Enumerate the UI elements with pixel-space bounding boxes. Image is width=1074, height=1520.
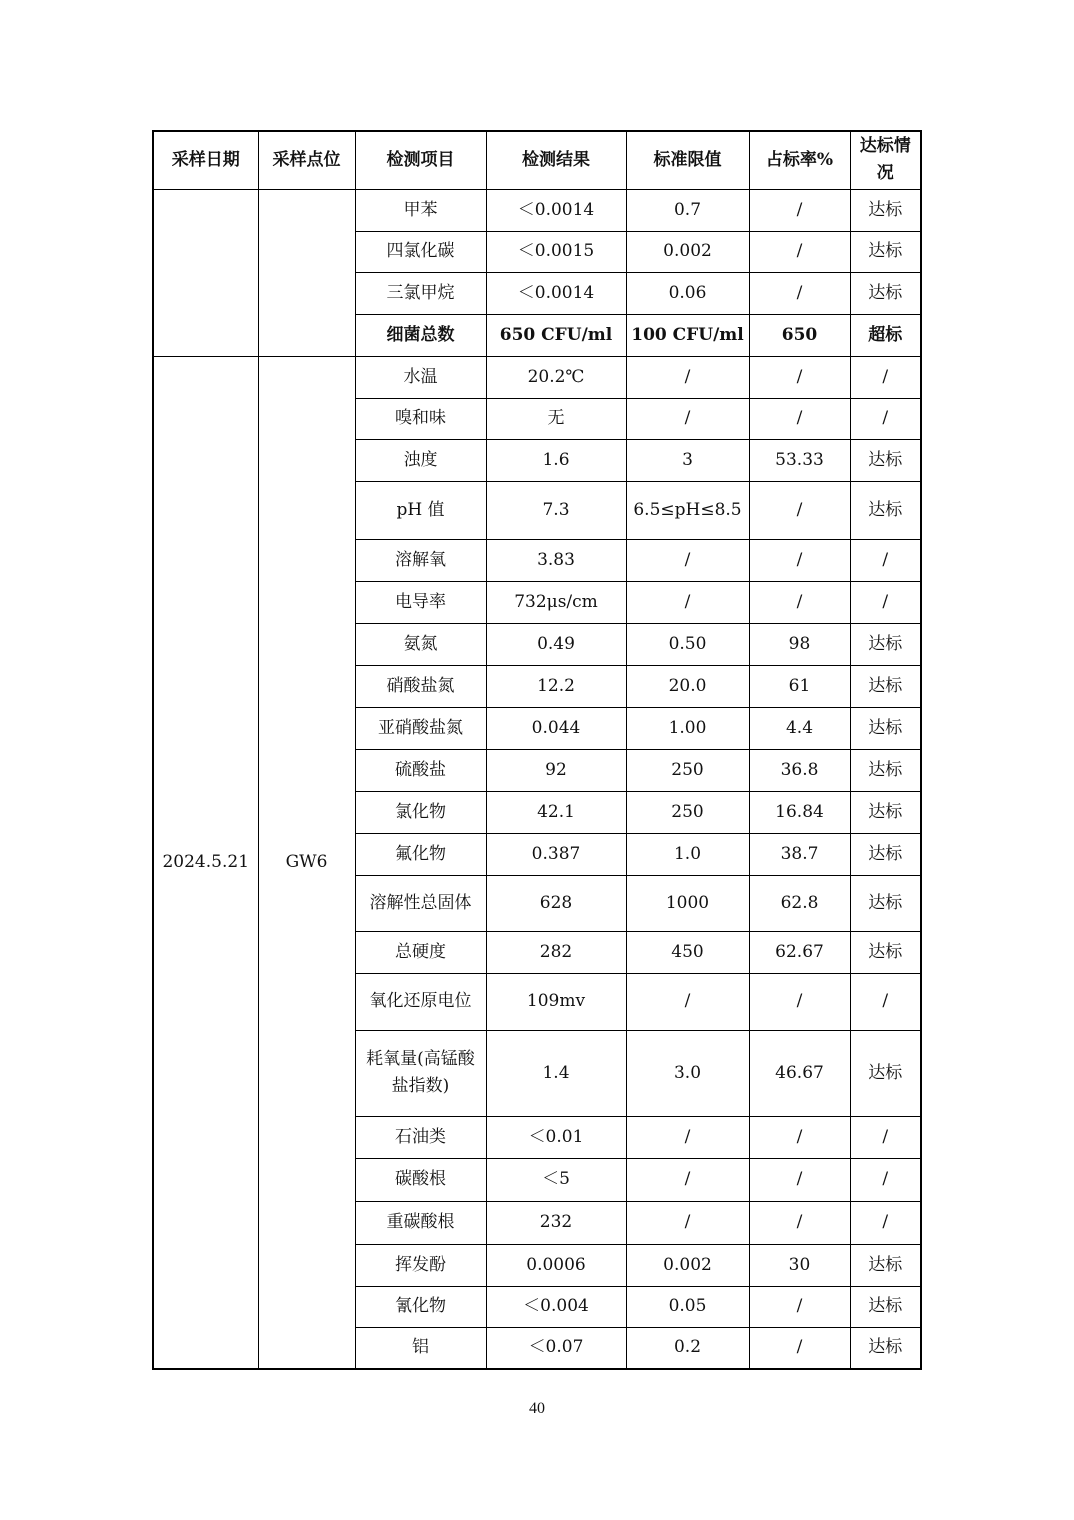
result-cell: 0.49 [486,623,626,665]
status-cell: / [850,356,921,398]
sample-date-cell [153,189,258,356]
status-cell: 达标 [850,707,921,749]
result-cell: ＜5 [486,1158,626,1201]
item-cell: 氟化物 [355,833,486,875]
limit-cell: 0.002 [626,231,749,272]
limit-cell: / [626,539,749,581]
limit-cell: 1.00 [626,707,749,749]
ratio-cell: 62.67 [749,931,850,973]
status-cell: / [850,973,921,1030]
result-cell: 109mv [486,973,626,1030]
result-cell: 12.2 [486,665,626,707]
header-item: 检测项目 [355,131,486,189]
limit-cell: 450 [626,931,749,973]
header-ratio: 占标率% [749,131,850,189]
status-cell: 达标 [850,931,921,973]
item-cell: 嗅和味 [355,398,486,439]
limit-cell: 3 [626,439,749,481]
header-site: 采样点位 [258,131,355,189]
result-cell: ＜0.01 [486,1116,626,1158]
ratio-cell: 53.33 [749,439,850,481]
result-cell: 732μs/cm [486,581,626,623]
status-cell: 达标 [850,1327,921,1369]
ratio-cell: 61 [749,665,850,707]
result-cell: 7.3 [486,481,626,539]
limit-cell: 20.0 [626,665,749,707]
item-cell: 三氯甲烷 [355,272,486,314]
item-cell: pH 值 [355,481,486,539]
limit-cell: / [626,1116,749,1158]
limit-cell: 0.2 [626,1327,749,1369]
result-cell: ＜0.0015 [486,231,626,272]
status-cell: 达标 [850,665,921,707]
status-cell: 达标 [850,749,921,791]
header-limit: 标准限值 [626,131,749,189]
result-cell: ＜0.0014 [486,272,626,314]
limit-cell: 0.06 [626,272,749,314]
item-cell: 亚硝酸盐氮 [355,707,486,749]
ratio-cell: / [749,1201,850,1244]
item-cell: 氰化物 [355,1286,486,1327]
table-header-row [153,131,921,189]
ratio-cell: / [749,189,850,231]
result-cell: 20.2℃ [486,356,626,398]
header-status: 达标情况 [850,131,921,189]
status-cell: 达标 [850,791,921,833]
ratio-cell: 36.8 [749,749,850,791]
limit-cell: 100 CFU/ml [626,314,749,356]
item-cell: 挥发酚 [355,1244,486,1286]
result-cell: 1.4 [486,1030,626,1116]
result-cell: 42.1 [486,791,626,833]
item-cell: 石油类 [355,1116,486,1158]
status-cell: / [850,1201,921,1244]
item-cell: 溶解性总固体 [355,875,486,931]
status-cell: 达标 [850,231,921,272]
status-cell: 达标 [850,1286,921,1327]
status-cell: / [850,581,921,623]
ratio-cell: 38.7 [749,833,850,875]
item-cell: 耗氧量(高锰酸盐指数) [355,1030,486,1116]
item-cell: 四氯化碳 [355,231,486,272]
result-cell: 650 CFU/ml [486,314,626,356]
ratio-cell: / [749,356,850,398]
status-cell: 达标 [850,1244,921,1286]
sample-date-cell: 2024.5.21 [153,356,258,1369]
limit-cell: / [626,973,749,1030]
ratio-cell: 98 [749,623,850,665]
table-row [153,356,921,398]
item-cell: 浊度 [355,439,486,481]
table-row [153,189,921,231]
limit-cell: 0.50 [626,623,749,665]
status-cell: 达标 [850,189,921,231]
result-cell: 1.6 [486,439,626,481]
ratio-cell: / [749,231,850,272]
result-cell: ＜0.0014 [486,189,626,231]
status-cell: 达标 [850,272,921,314]
result-cell: 0.387 [486,833,626,875]
status-cell: 达标 [850,623,921,665]
item-cell: 氨氮 [355,623,486,665]
ratio-cell: 4.4 [749,707,850,749]
ratio-cell: / [749,1116,850,1158]
limit-cell: / [626,581,749,623]
item-cell: 碳酸根 [355,1158,486,1201]
ratio-cell: / [749,398,850,439]
item-cell: 总硬度 [355,931,486,973]
result-cell: 无 [486,398,626,439]
limit-cell: 1.0 [626,833,749,875]
limit-cell: 0.05 [626,1286,749,1327]
limit-cell: / [626,356,749,398]
limit-cell: 0.002 [626,1244,749,1286]
header-date: 采样日期 [153,131,258,189]
result-cell: 3.83 [486,539,626,581]
result-cell: 0.0006 [486,1244,626,1286]
item-cell: 水温 [355,356,486,398]
ratio-cell: / [749,1286,850,1327]
limit-cell: 250 [626,749,749,791]
result-cell: 0.044 [486,707,626,749]
limit-cell: 1000 [626,875,749,931]
limit-cell: 3.0 [626,1030,749,1116]
item-cell: 细菌总数 [355,314,486,356]
item-cell: 硝酸盐氮 [355,665,486,707]
result-cell: 282 [486,931,626,973]
result-cell: 92 [486,749,626,791]
ratio-cell: / [749,581,850,623]
sample-site-cell [258,189,355,356]
page-number: 40 [529,1400,545,1417]
item-cell: 溶解氧 [355,539,486,581]
result-cell: 232 [486,1201,626,1244]
status-cell: 达标 [850,439,921,481]
ratio-cell: / [749,1158,850,1201]
ratio-cell: 30 [749,1244,850,1286]
limit-cell: 250 [626,791,749,833]
ratio-cell: / [749,973,850,1030]
status-cell: / [850,398,921,439]
item-cell: 甲苯 [355,189,486,231]
ratio-cell: / [749,272,850,314]
status-cell: / [850,1158,921,1201]
monitoring-results-table [152,130,922,1370]
ratio-cell: / [749,1327,850,1369]
status-cell: / [850,539,921,581]
item-cell: 氯化物 [355,791,486,833]
ratio-cell: 16.84 [749,791,850,833]
result-cell: ＜0.07 [486,1327,626,1369]
ratio-cell: / [749,481,850,539]
status-cell: 达标 [850,833,921,875]
limit-cell: / [626,1201,749,1244]
status-cell: 超标 [850,314,921,356]
limit-cell: 0.7 [626,189,749,231]
ratio-cell: 650 [749,314,850,356]
ratio-cell: 46.67 [749,1030,850,1116]
ratio-cell: 62.8 [749,875,850,931]
ratio-cell: / [749,539,850,581]
status-cell: 达标 [850,875,921,931]
status-cell: 达标 [850,1030,921,1116]
sample-site-cell: GW6 [258,356,355,1369]
limit-cell: / [626,398,749,439]
item-cell: 铝 [355,1327,486,1369]
item-cell: 电导率 [355,581,486,623]
header-result: 检测结果 [486,131,626,189]
item-cell: 重碳酸根 [355,1201,486,1244]
status-cell: 达标 [850,481,921,539]
status-cell: / [850,1116,921,1158]
limit-cell: 6.5≤pH≤8.5 [626,481,749,539]
item-cell: 氧化还原电位 [355,973,486,1030]
result-cell: ＜0.004 [486,1286,626,1327]
result-cell: 628 [486,875,626,931]
limit-cell: / [626,1158,749,1201]
item-cell: 硫酸盐 [355,749,486,791]
